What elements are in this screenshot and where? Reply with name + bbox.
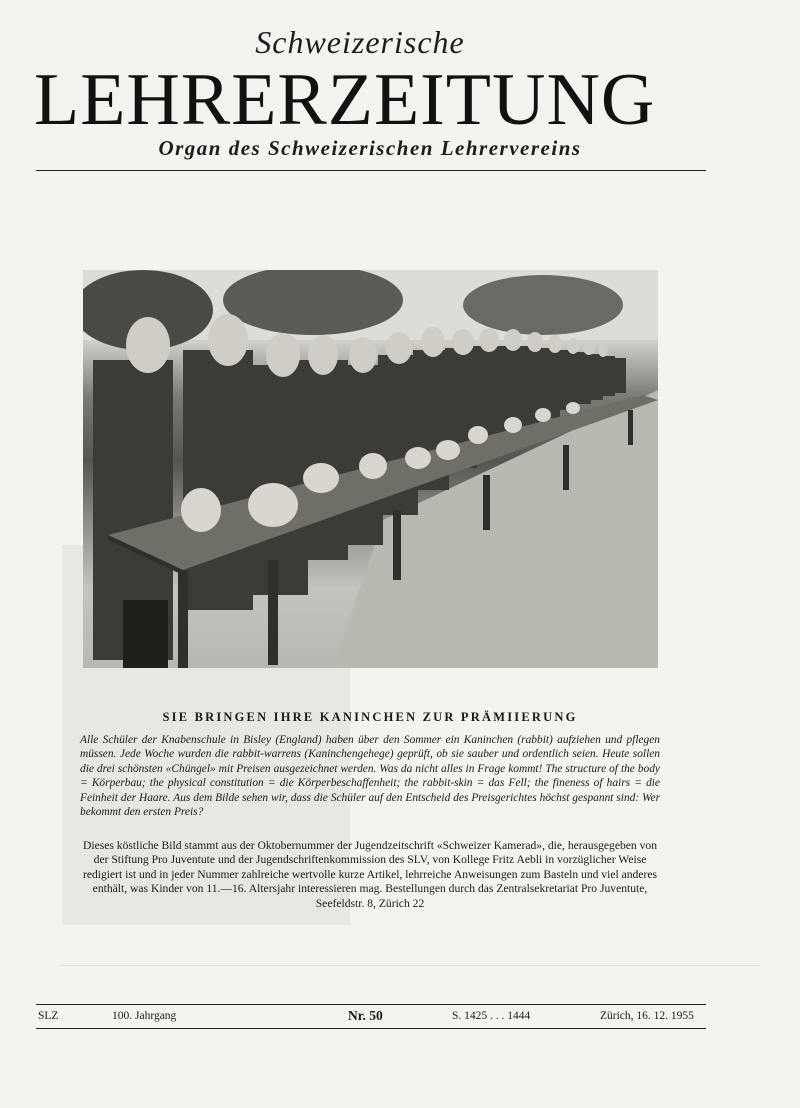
header-rule bbox=[36, 170, 706, 171]
cover-photo bbox=[83, 270, 658, 668]
footer-pages: S. 1425 . . . 1444 bbox=[452, 1010, 531, 1022]
caption-title: SIE BRINGEN IHRE KANINCHEN ZUR PRÄMIIERUNG bbox=[162, 710, 578, 724]
footer-place-date: Zürich, 16. 12. 1955 bbox=[600, 1010, 694, 1022]
masthead-kicker: Schweizerische bbox=[255, 24, 465, 60]
footer-abbreviation: SLZ bbox=[38, 1010, 59, 1022]
photo-illustration bbox=[83, 270, 658, 668]
footer-rule-bottom bbox=[36, 1028, 706, 1029]
footer-volume: 100. Jahrgang bbox=[112, 1010, 177, 1022]
article-description: Dieses köstliche Bild stammt aus der Oktobernummer der Jugendzeitschrift «Schweizer Kamerad», die, herausgegeben von der Stiftung Pro Juventute und der Jugendschriftenkommission des SLV, von Kollege Fritz Aebli in vorzüglicher Weise redigiert ist und in jeder Nummer zahlreiche wertvolle kurze Artikel, lehrreiche Anweisungen zum Basteln und viel anderes enthält, was Kinder von 11.—16. Altersjahr interessieren mag. Bestellungen durch das Zentralsekretariat Pro Juventute, Seefeldstr. 8, Zürich 22 bbox=[82, 839, 658, 910]
bleed-through-rule bbox=[60, 965, 760, 966]
footer-issue-number: Nr. 50 bbox=[348, 1008, 383, 1023]
footer-rule-top bbox=[36, 1004, 706, 1005]
caption-body: Alle Schüler der Knabenschule in Bisley (England) haben über den Sommer ein Kaninchen (rabbit) aufziehen und pflegen müssen. Jede Woche wurden die rabbit-warrens (Kaninchengehege) geprüft, ob sie sauber und ordentlich seien. Heute sollen die drei schönsten «Chüngel» mit Preisen ausgezeichnet werden. Was da nicht alles in Frage kommt! The structure of the body = Körperbau; the physical constitution = die Körperbeschaffenheit; the rabbit-skin = das Fell; the fineness of hairs = die Feinheit der Haare. Aus dem Bilde sehen wir, dass die Schüler auf den Entscheid des Preisgerichtes höchst gespannt sind: Wer bekommt den ersten Preis? bbox=[80, 734, 660, 819]
masthead-title: LEHRERZEITUNG bbox=[34, 59, 656, 141]
masthead-subtitle: Organ des Schweizerischen Lehrervereins bbox=[158, 136, 582, 160]
